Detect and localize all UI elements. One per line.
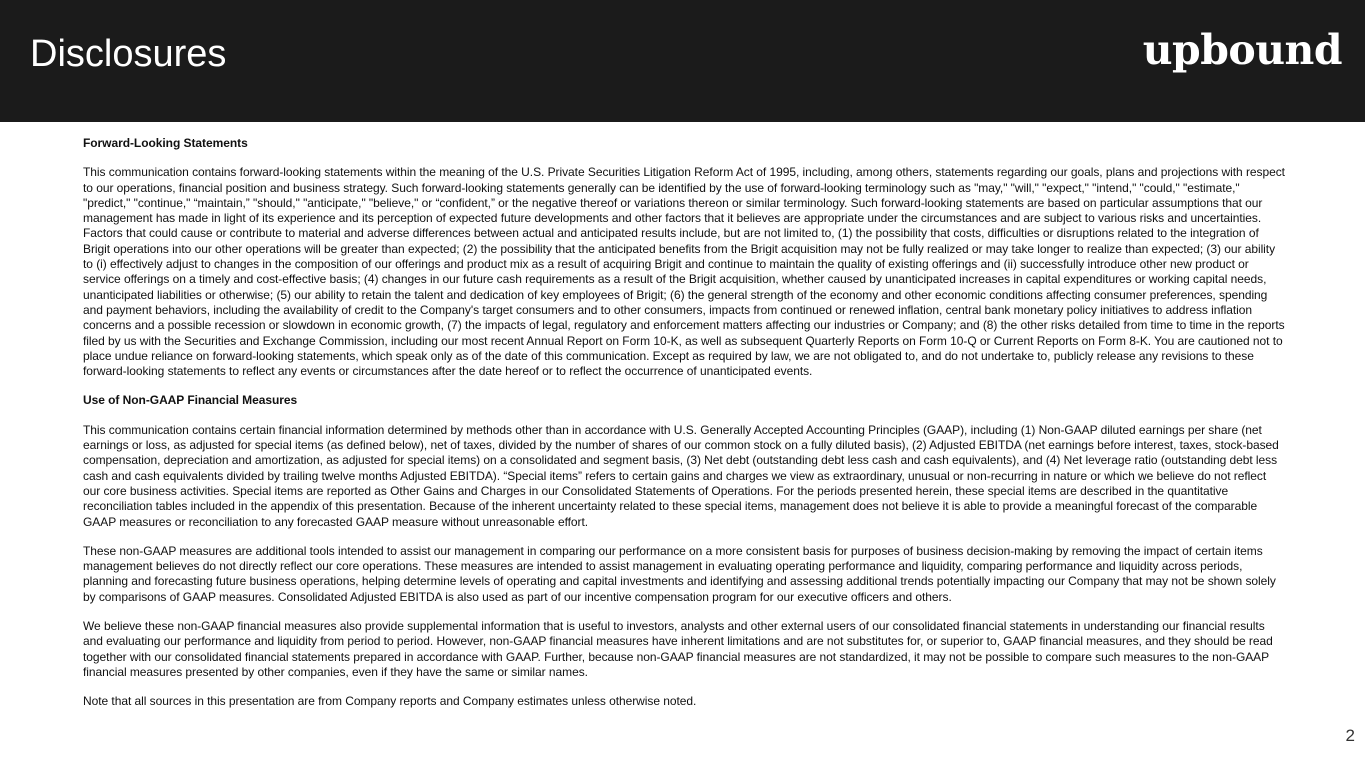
spacer xyxy=(83,605,1286,619)
header-bar xyxy=(0,0,1365,122)
forward-looking-paragraph: This communication contains forward-looking statements within the meaning of the U.S. Private Securities Litigation Reform Act of 1995, including, among others, statements regarding our goals, plans and projections with respect to our operations, financial position and business strategy. Such forward-looking statements generally can be identified by the use of forward-looking terminology such as "may," "will," "expect," "intend," "could," "estimate," "predict," "continue," “maintain,” "should," "anticipate," "believe," or “confident,” or the negative thereof or variations thereon or similar terminology. Such forward-looking statements are based on particular assumptions that our management has made in light of its experience and its perception of expected future developments and other factors that it believes are appropriate under the circumstances and are subject to various risks and uncertainties. Factors that could cause or contribute to material and adverse differences between actual and anticipated results include, but are not limited to, (1) the possibility that costs, difficulties or disruptions related to the integration of Brigit operations into our other operations will be greater than expected; (2) the possibility that the anticipated benefits from the Brigit acquisition may not be fully realized or may take longer to realize than expected; (3) our ability to (i) effectively adjust to changes in the composition of our offerings and product mix as a result of acquiring Brigit and continue to maintain the quality of existing offerings and (ii) successfully introduce other new product or service offerings on a timely and cost-effective basis; (4) changes in our future cash requirements as a result of the Brigit acquisition, whether caused by unanticipated increases in capital expenditures or working capital needs, unanticipated liabilities or otherwise; (5) our ability to retain the talent and dedication of key employees of Brigit; (6) the general strength of the economy and other economic conditions affecting consumer preferences, spending and payment behaviors, including the availability of credit to the Company's target consumers and to other consumers, impacts from continued or renewed inflation, central bank monetary policy initiatives to address inflation concerns and a possible recession or slowdown in economic growth, (7) the impacts of legal, regulatory and enforcement matters affecting our industries or Company; and (8) the other risks detailed from time to time in the reports filed by us with the Securities and Exchange Commission, including our most recent Annual Report on Form 10-K, as well as subsequent Quarterly Reports on Form 10-Q or Current Reports on Form 8-K. You are cautioned not to place undue reliance on forward-looking statements, which speak only as of the date of this communication. Except as required by law, we are not obligated to, and do not undertake to, publicly release any revisions to these forward-looking statements to reflect any events or circumstances after the date hereof or to reflect the occurrence of unanticipated events. xyxy=(83,165,1285,379)
sources-note: Note that all sources in this presentation are from Company reports and Company estimates unless otherwise noted. xyxy=(83,694,697,709)
non-gaap-paragraph-3: We believe these non-GAAP financial measures also provide supplemental information that is useful to investors, analysts and other external users of our consolidated financial statements in understanding our financial results and evaluating our performance and liquidity from period to period. However, non-GAAP financial measures have inherent limitations and are not substitutes for, or superior to, GAAP financial measures, and they should be read together with our consolidated financial statements prepared in accordance with GAAP. Further, because non-GAAP financial measures are not standardized, it may not be possible to compare such measures to the non-GAAP financial measures presented by other companies, even if they have the same or similar names. xyxy=(83,619,1273,679)
spacer xyxy=(83,379,1286,393)
disclosures-body xyxy=(83,136,1286,710)
spacer xyxy=(83,409,1286,423)
spacer xyxy=(83,530,1286,544)
upbound-logo: upbound xyxy=(1142,26,1342,74)
spacer xyxy=(83,151,1286,165)
non-gaap-paragraph-2: These non-GAAP measures are additional tools intended to assist our management in comparing our performance on a more consistent basis for purposes of business decision-making by removing the impact of certain items management believes do not directly reflect our core operations. These measures are intended to assist management in evaluating operating performance and liquidity, comparing performance and liquidity across periods, planning and forecasting future business operations, helping determine levels of operating and capital investments and identifying and assessing additional trends potentially impacting our Company that may not be shown solely by comparisons of GAAP measures. Consolidated Adjusted EBITDA is also used as part of our incentive compensation program for our executive officers and others. xyxy=(83,543,1276,604)
page-title: Disclosures xyxy=(30,33,227,75)
page-number: 2 xyxy=(1345,726,1355,745)
non-gaap-paragraph-1: This communication contains certain financial information determined by methods other than in accordance with U.S. Generally Accepted Accounting Principles (GAAP), including (1) Non-GAAP diluted earnings per share (net earnings or loss, as adjusted for special items (as defined below), net of taxes, divided by the number of shares of our common stock on a fully diluted basis), (2) Adjusted EBITDA (net earnings before interest, taxes, stock-based compensation, depreciation and amortization, as adjusted for special items) on a consolidated and segment basis, (3) Net debt (outstanding debt less cash and cash equivalents), and (4) Net leverage ratio (outstanding debt less cash and cash equivalents divided by trailing twelve months Adjusted EBITDA). “Special items” refers to certain gains and charges we view as extraordinary, unusual or non-recurring in nature or which we believe do not reflect our core business activities. Special items are reported as Other Gains and Charges in our Consolidated Statements of Operations. For the periods presented herein, these special items are described in the quantitative reconciliation tables included in the appendix of this presentation. Because of the inherent uncertainty related to these special items, management does not believe it is able to provide a meaningful forecast of the comparable GAAP measures or reconciliation to any forecasted GAAP measure without unreasonable effort. xyxy=(83,422,1279,529)
forward-looking-heading: Forward-Looking Statements xyxy=(83,136,248,150)
spacer xyxy=(83,680,1286,694)
non-gaap-heading: Use of Non-GAAP Financial Measures xyxy=(83,393,298,408)
